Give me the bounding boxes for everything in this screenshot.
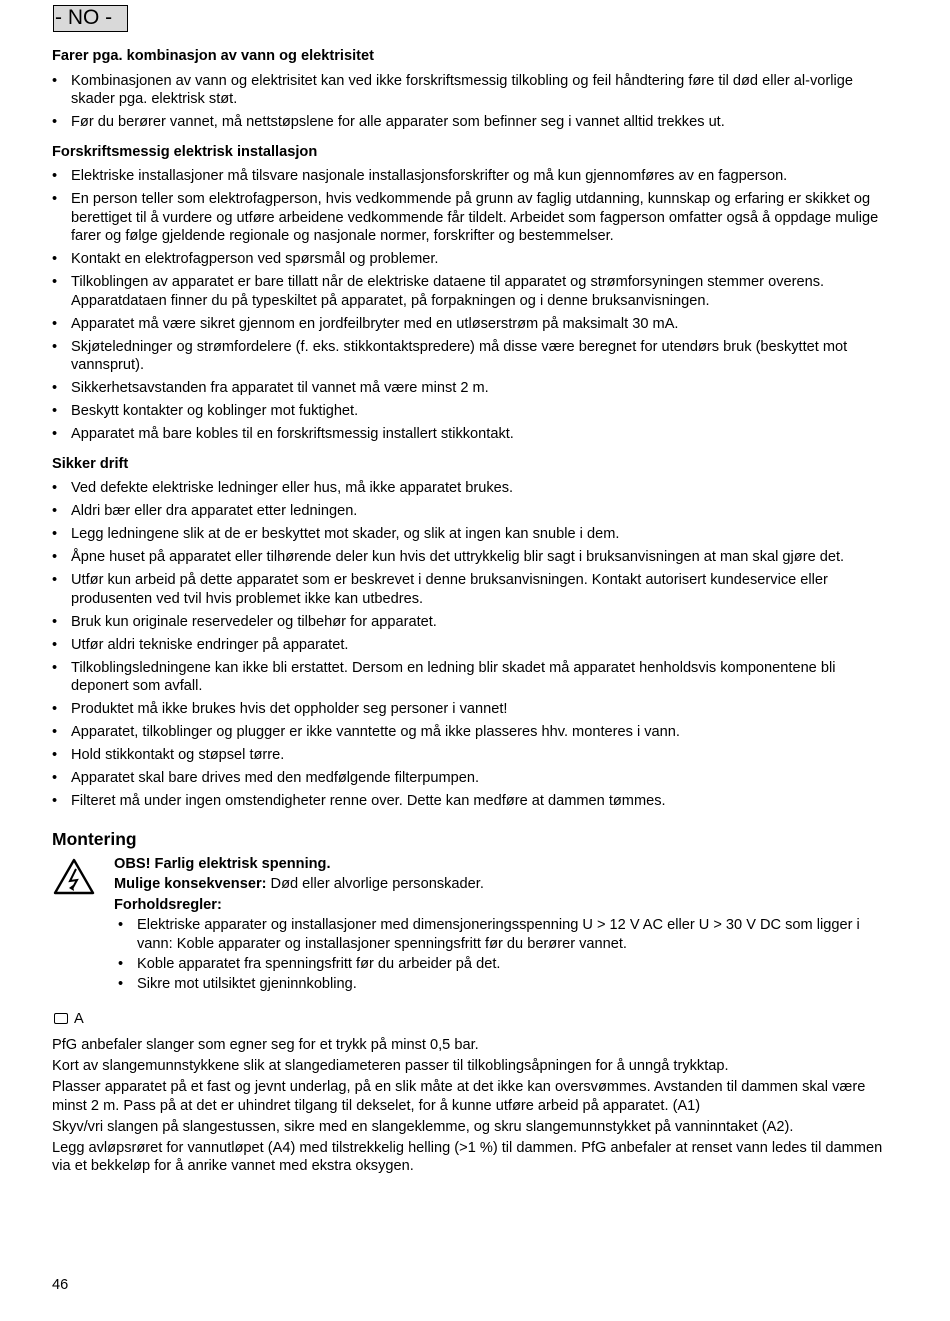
list-item-text: Apparatet må være sikret gjennom en jordfeilbryter med en utløserstrøm på maksimalt 30 mA. bbox=[71, 315, 679, 332]
warning-title: OBS! Farlig elektrisk spenning. bbox=[114, 855, 331, 872]
warning-block bbox=[52, 855, 892, 995]
list-item-text: Produktet må ikke brukes hvis det oppholder seg personer i vannet! bbox=[71, 701, 508, 717]
list-item-text: Skjøteledninger og strømfordelere (f. eks. stikkontaktspredere) må disse være beregnet for utendørs bruk (beskyttet mot vannsprut). bbox=[71, 338, 848, 373]
bullet-icon: • bbox=[52, 274, 58, 290]
paragraph: PfG anbefaler slanger som egner seg for et trykk på minst 0,5 bar. bbox=[52, 1037, 479, 1053]
bullet-icon: • bbox=[52, 526, 58, 542]
bullet-icon: • bbox=[52, 480, 58, 496]
paragraph: Kort av slangemunnstykkene slik at slangediameteren passer til tilkoblingsåpningen for å unngå trykktap. bbox=[52, 1058, 729, 1074]
list-item bbox=[118, 916, 892, 953]
bullet-icon: • bbox=[52, 724, 58, 740]
list-item bbox=[52, 769, 892, 788]
list-item-text: Bruk kun originale reservedeler og tilbehør for apparatet. bbox=[71, 613, 437, 630]
list-item-text: Apparatet må bare kobles til en forskriftsmessig installert stikkontakt. bbox=[71, 426, 514, 442]
bullet-icon: • bbox=[52, 636, 58, 653]
list-item-text: Utfør aldri tekniske endringer på apparatet. bbox=[71, 636, 349, 653]
list-item bbox=[52, 525, 892, 544]
bullet-icon: • bbox=[52, 191, 58, 207]
bullet-icon: • bbox=[52, 659, 58, 676]
list-item bbox=[52, 315, 892, 334]
list-item-text: Utfør kun arbeid på dette apparatet som er beskrevet i denne bruksanvisningen. Kontakt autorisert kundeservice eller produsenten ved tvil hvis problemet ikke kan utbedres. bbox=[71, 572, 828, 607]
list-item-text: Filteret må under ingen omstendigheter renne over. Dette kan medføre at dammen tømmes. bbox=[71, 793, 666, 809]
list-item bbox=[52, 72, 892, 109]
list-item-text: Åpne huset på apparatet eller tilhørende deler kun hvis det uttrykkelig blir sagt i bruksanvisningen at man skal gjøre det. bbox=[71, 549, 845, 565]
list-item-text: Kontakt en elektrofagperson ved spørsmål og problemer. bbox=[71, 251, 439, 267]
list-item-text: Aldri bær eller dra apparatet etter ledningen. bbox=[71, 503, 358, 519]
electric-hazard-warning-icon bbox=[52, 855, 114, 995]
bullet-icon: • bbox=[118, 975, 124, 992]
list-item bbox=[52, 113, 892, 132]
list-item-text: Tilkoblingsledningene kan ikke bli erstattet. Dersom en ledning blir skadet må apparatet henholdsvis komponentene bli deponert som avfall. bbox=[71, 659, 836, 694]
paragraph: Plasser apparatet på et fast og jevnt underlag, på en slik måte at det ikke kan oversvømmes. Avstanden til dammen skal være minst 2 m. Pass på at det er uhindret tilgang til dekselet, for å kunne utføre arbeid på apparatet. (A1) bbox=[52, 1079, 866, 1114]
figure-reference-label: A bbox=[74, 1010, 84, 1027]
bullet-icon: • bbox=[52, 572, 58, 588]
warning-text bbox=[114, 855, 892, 995]
list-item bbox=[52, 792, 892, 811]
consequence-label: Mulige konsekvenser: bbox=[114, 876, 267, 892]
list-item bbox=[52, 273, 892, 310]
list-item-text: Sikre mot utilsiktet gjeninnkobling. bbox=[137, 975, 357, 992]
list-item bbox=[52, 746, 892, 765]
list-item bbox=[52, 659, 892, 696]
bullet-list bbox=[52, 479, 892, 811]
list-item bbox=[52, 250, 892, 269]
bullet-list bbox=[52, 72, 892, 132]
list-item-text: Sikkerhetsavstanden fra apparatet til vannet må være minst 2 m. bbox=[71, 380, 489, 396]
bullet-icon: • bbox=[52, 251, 58, 267]
document-body bbox=[52, 47, 892, 1178]
precautions-label: Forholdsregler: bbox=[114, 896, 222, 913]
list-item-text: Ved defekte elektriske ledninger eller hus, må ikke apparatet brukes. bbox=[71, 480, 514, 496]
bullet-icon: • bbox=[52, 793, 58, 809]
bullet-icon: • bbox=[52, 613, 58, 630]
list-item-text: Legg ledningene slik at de er beskyttet mot skader, og slik at ingen kan snuble i dem. bbox=[71, 526, 620, 542]
list-item bbox=[52, 548, 892, 567]
section-electrical-installation bbox=[52, 143, 892, 444]
bullet-list bbox=[52, 167, 892, 444]
list-item bbox=[52, 700, 892, 719]
bullet-icon: • bbox=[52, 72, 58, 89]
bullet-icon: • bbox=[52, 701, 58, 717]
list-item-text: Elektriske apparater og installasjoner med dimensjoneringsspenning U > 12 V AC eller U > 30 V DC som ligger i vann: Koble apparater og installasjoner spenningsfritt før du berører vannet. bbox=[137, 917, 860, 952]
bullet-icon: • bbox=[52, 747, 58, 763]
section-heading: Forskriftsmessig elektrisk installasjon bbox=[52, 143, 318, 160]
bullet-icon: • bbox=[52, 403, 58, 419]
list-item bbox=[52, 190, 892, 246]
figure-reference bbox=[52, 1010, 892, 1029]
list-item bbox=[52, 167, 892, 186]
list-item-text: Apparatet skal bare drives med den medfølgende filterpumpen. bbox=[71, 770, 480, 786]
list-item-text: En person teller som elektrofagperson, hvis vedkommende på grunn av faglig utdanning, kunnskap og erfaring er skikket og berettiget til å vurdere og utføre arbeidene vedkommende får tildelt. Arbeidet som fagperson omfatter også å oppdage mulige farer og følge gjeldende regionale og nasjonale normer, forskrifter og bestemmelser. bbox=[71, 191, 879, 244]
list-item-text: Før du berører vannet, må nettstøpslene for alle apparater som befinner seg i vannet alltid trekkes ut. bbox=[71, 114, 725, 130]
section-heading: Farer pga. kombinasjon av vann og elektrisitet bbox=[52, 48, 374, 64]
consequence-text: Død eller alvorlige personskader. bbox=[266, 876, 484, 892]
section-water-electricity bbox=[52, 47, 892, 132]
bullet-icon: • bbox=[52, 503, 58, 519]
montering-heading: Montering bbox=[52, 828, 137, 849]
paragraph: Legg avløpsrøret for vannutløpet (A4) med tilstrekkelig helling (>1 %) til dammen. PfG anbefaler at renset vann ledes til dammen via et bekkeløp for å anrike vannet med ekstra oksygen. bbox=[52, 1139, 883, 1174]
bullet-icon: • bbox=[118, 955, 124, 972]
bullet-icon: • bbox=[52, 549, 58, 565]
section-safe-operation bbox=[52, 455, 892, 811]
section-heading: Sikker drift bbox=[52, 455, 129, 472]
bullet-icon: • bbox=[52, 380, 58, 396]
list-item-text: Apparatet, tilkoblinger og plugger er ikke vanntette og må ikke plasseres hhv. monteres i vann. bbox=[71, 724, 680, 740]
bullet-icon: • bbox=[52, 315, 58, 332]
figure-icon bbox=[54, 1013, 68, 1024]
list-item-text: Tilkoblingen av apparatet er bare tillatt når de elektriske dataene til apparatet og strømforsyningen stemmer overens. Apparatdataen finner du på typeskiltet på apparatet, på forpakningen og i denne bruksanvisningen. bbox=[71, 274, 825, 309]
list-item bbox=[52, 338, 892, 375]
list-item bbox=[52, 502, 892, 521]
list-item bbox=[52, 723, 892, 742]
language-badge: - NO - bbox=[53, 5, 128, 32]
list-item bbox=[52, 613, 892, 632]
paragraph: Skyv/vri slangen på slangestussen, sikre med en slangeklemme, og skru slangemunnstykket på vanninntaket (A2). bbox=[52, 1118, 794, 1135]
list-item-text: Kombinasjonen av vann og elektrisitet kan ved ikke forskriftsmessig tilkobling og feil håndtering føre til død eller al-vorlige skader pga. elektrisk støt. bbox=[71, 72, 853, 107]
bullet-icon: • bbox=[52, 426, 58, 442]
bullet-icon: • bbox=[52, 114, 58, 130]
precautions-list bbox=[118, 916, 892, 993]
list-item bbox=[118, 975, 892, 994]
list-item bbox=[52, 402, 892, 421]
list-item bbox=[118, 955, 892, 974]
list-item-text: Beskytt kontakter og koblinger mot fuktighet. bbox=[71, 403, 359, 419]
bullet-icon: • bbox=[52, 168, 58, 184]
bullet-icon: • bbox=[52, 770, 58, 786]
warning-consequence bbox=[114, 875, 892, 894]
bullet-icon: • bbox=[118, 917, 124, 933]
bullet-icon: • bbox=[52, 338, 58, 355]
list-item-text: Hold stikkontakt og støpsel tørre. bbox=[71, 747, 285, 763]
page-number: 46 bbox=[52, 1277, 69, 1293]
list-item bbox=[52, 571, 892, 608]
list-item bbox=[52, 479, 892, 498]
list-item bbox=[52, 636, 892, 655]
list-item bbox=[52, 379, 892, 398]
list-item-text: Elektriske installasjoner må tilsvare nasjonale installasjonsforskrifter og må kun gjennomføres av en fagperson. bbox=[71, 168, 788, 184]
list-item bbox=[52, 425, 892, 444]
list-item-text: Koble apparatet fra spenningsfritt før du arbeider på det. bbox=[137, 955, 501, 972]
montering-paragraphs bbox=[52, 1036, 892, 1176]
